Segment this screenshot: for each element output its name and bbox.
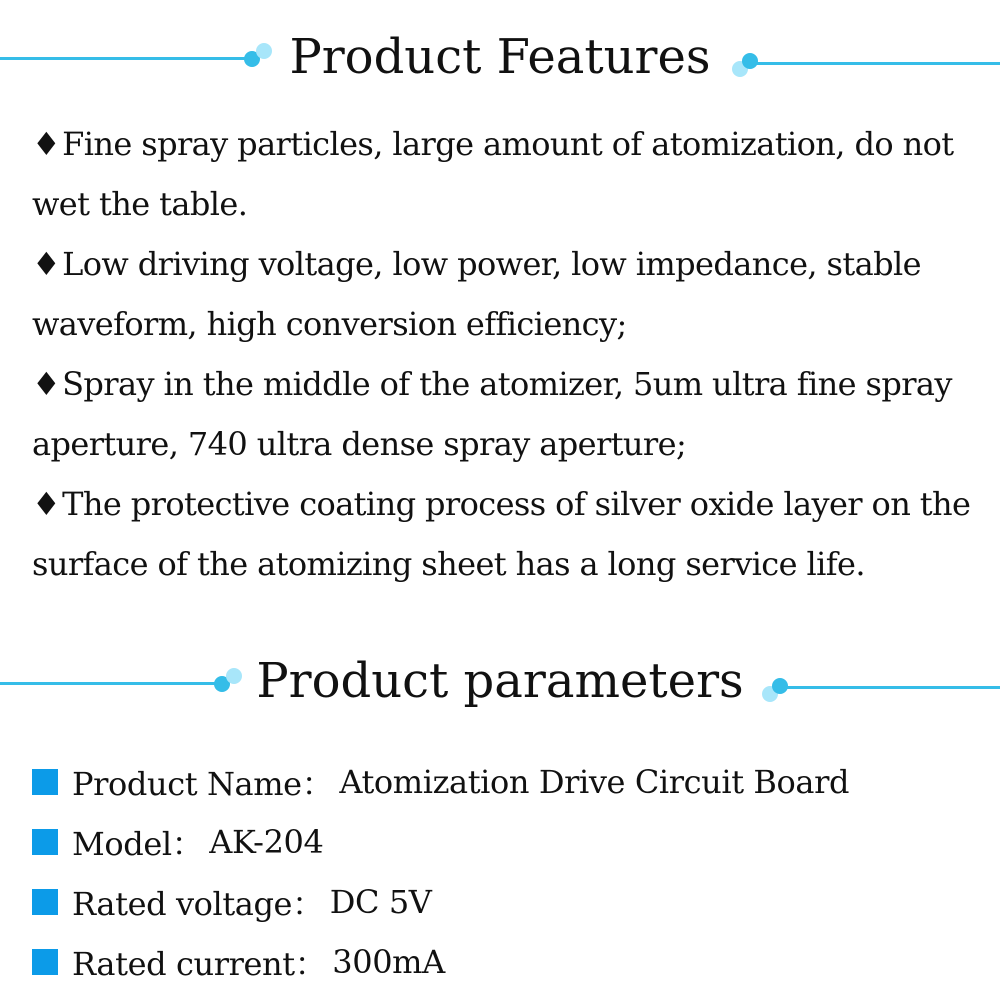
square-bullet-icon xyxy=(32,889,58,915)
parameter-label: Model： xyxy=(72,825,204,863)
square-bullet-icon xyxy=(32,949,58,975)
parameters-title: Product parameters xyxy=(256,653,744,709)
square-bullet-icon xyxy=(32,829,58,855)
parameter-row-rated-current xyxy=(32,932,992,992)
parameter-value: Atomization Drive Circuit Board xyxy=(339,763,850,801)
diamond-bullet-icon: ♦ xyxy=(32,245,61,283)
feature-text: Fine spray particles, large amount of atomization, do not wet the table. xyxy=(32,125,954,223)
header-right-line xyxy=(782,686,1000,689)
parameter-value: 300mA xyxy=(332,943,445,981)
feature-item xyxy=(32,234,994,354)
parameter-row-rated-voltage xyxy=(32,872,992,932)
features-title: Product Features xyxy=(289,29,711,85)
parameters-section-header xyxy=(0,646,1000,716)
parameter-row-product-name xyxy=(32,752,992,812)
feature-item xyxy=(32,474,994,594)
header-right-line xyxy=(752,62,1000,65)
features-section-header xyxy=(0,22,1000,92)
parameter-value: DC 5V xyxy=(329,883,432,921)
parameter-label: Product Name： xyxy=(72,765,334,803)
features-list xyxy=(32,114,994,594)
diamond-bullet-icon: ♦ xyxy=(32,365,61,403)
diamond-bullet-icon: ♦ xyxy=(32,485,61,523)
square-bullet-icon xyxy=(32,769,58,795)
parameter-label: Rated current： xyxy=(72,945,327,983)
feature-text: Spray in the middle of the atomizer, 5um ultra fine spray aperture, 740 ultra dense spray aperture; xyxy=(32,365,952,463)
header-right-dot-icon xyxy=(742,53,758,69)
parameter-label: Rated voltage： xyxy=(72,885,324,923)
parameter-value: AK-204 xyxy=(209,823,324,861)
feature-text: The protective coating process of silver oxide layer on the surface of the atomizing sheet has a long service life. xyxy=(32,485,971,583)
feature-item xyxy=(32,114,994,234)
diamond-bullet-icon: ♦ xyxy=(32,125,61,163)
parameters-list xyxy=(32,752,992,992)
feature-item xyxy=(32,354,994,474)
feature-text: Low driving voltage, low power, low impedance, stable waveform, high conversion efficiency; xyxy=(32,245,921,343)
parameter-row-model xyxy=(32,812,992,872)
